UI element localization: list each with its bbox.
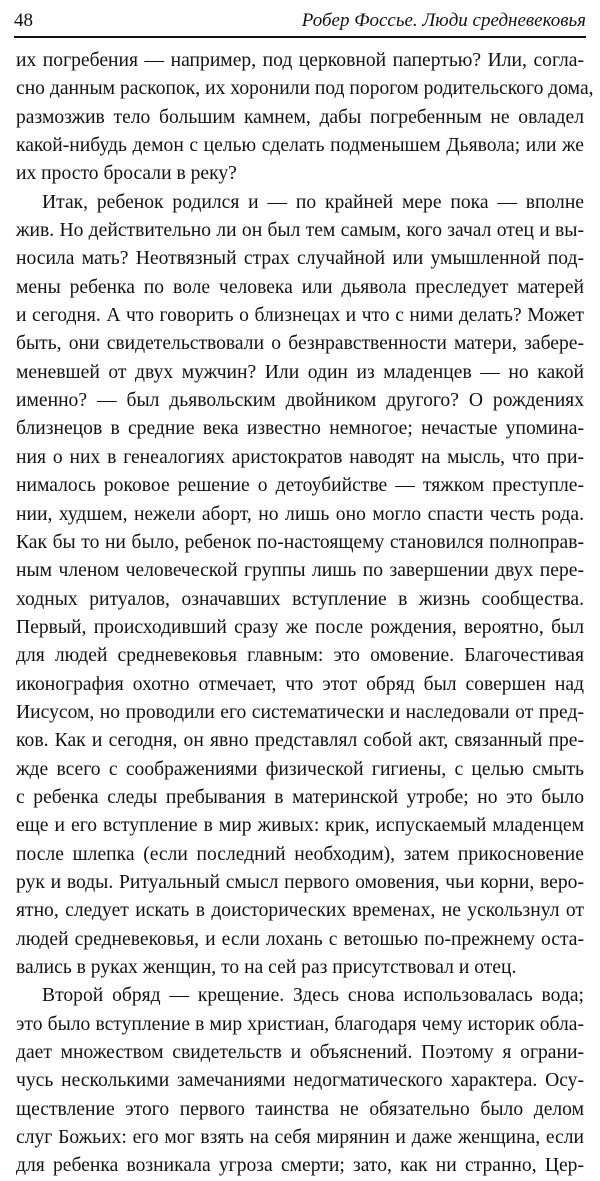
text-line: размозжив тело большим камнем, дабы погребенным не овладел (16, 106, 584, 128)
text-line: близнецов в средние века известно немногое; нечастые упомина- (16, 418, 584, 440)
text-line: носила мать? Неотвязный страх случайной или умышленной под- (16, 248, 584, 270)
text-line: Иисусом, но проводили его систематически и наследовали от пред- (16, 701, 584, 723)
body-text (16, 47, 594, 1181)
text-line: меневшей от двух мужчин? Или один из младенцев — но какой (16, 361, 584, 383)
text-line: Итак, ребенок родился и — по крайней мере пока — вполне (42, 191, 584, 213)
text-line: после шлепка (если последний необходим), затем прикосновение (16, 843, 584, 865)
text-line: нималось роковое решение о детоубийстве — тяжком преступле- (16, 475, 584, 497)
header-rule (14, 36, 586, 38)
text-line: слуг Божьих: его мог взять на себя мирянин и даже женщина, если (16, 1127, 584, 1149)
text-line: ществление этого первого таинства не обязательно было делом (16, 1098, 584, 1120)
text-line: ков. Как и сегодня, он явно представлял собой акт, связанный пре- (16, 730, 584, 752)
text-line: их просто бросали в реку? (16, 163, 237, 185)
text-line: для ребенка возникала угроза смерти; зато, как ни странно, Цер- (16, 1155, 584, 1177)
text-line: сно данным раскопок, их хоронили под порогом родительского дома, (16, 78, 594, 100)
text-line: еще и его вступление в мир живых: крик, испускаемый младенцем (16, 815, 584, 837)
text-line: их погребения — например, под церковной папертью? Или, согла- (16, 50, 584, 71)
page-number: 48 (14, 10, 33, 31)
text-line: для людей средневековья главным: это омовение. Благочестивая (16, 645, 584, 667)
text-line: ятно, следует искать в доисторических временах, не ускользнул от (16, 900, 584, 922)
text-line: ния о них в генеалогиях аристократов наводят на мысль, что при- (16, 446, 584, 468)
text-line: нии, худшем, нежели аборт, но лишь оно могло спасти честь рода. (16, 503, 584, 525)
text-line: Второй обряд — крещение. Здесь снова использовалась вода; (42, 985, 584, 1007)
text-line: людей средневековья, и если лохань с ветошью по-прежнему оста- (16, 928, 584, 950)
text-line: быть, они свидетельствовали о безнравственности матери, забере- (16, 333, 584, 355)
text-line: с ребенка следы пребывания в материнской утробе; но это было (16, 786, 584, 808)
text-line: это было вступление в мир христиан, благодаря чему историк обла- (16, 1013, 584, 1035)
text-line: именно? — был дьявольским двойником другого? О рождениях (16, 390, 584, 412)
text-line: и сегодня. А что говорить о близнецах и что с ними делать? Может (16, 305, 584, 327)
text-line: чусь несколькими замечаниями недогматического характера. Осу- (16, 1070, 584, 1092)
text-line: жде всего с соображениями физической гигиены, с целью смыть (16, 758, 584, 780)
text-line: вались в руках женщин, то на сей раз присутствовал и отец. (16, 957, 517, 978)
text-line: мены ребенка по воле человека или дьявола преследует матерей (16, 276, 584, 298)
text-line: рук и воды. Ритуальный смысл первого омовения, чьи корни, веро- (16, 871, 584, 893)
text-line: иконография охотно отмечает, что этот обряд был совершен над (16, 673, 584, 695)
text-line: жив. Но действительно ли он был тем самым, кого зачал отец и вы- (16, 220, 584, 242)
text-line: ходных ритуалов, означавших вступление в жизнь сообщества. (16, 588, 584, 610)
text-line: дает множеством свидетельств и объяснений. Поэтому я ограни- (16, 1042, 584, 1064)
text-line: ным членом человеческой группы лишь по завершении двух пере- (16, 560, 584, 582)
page-header (14, 8, 586, 36)
running-head: Робер Фоссье. Люди средневековья (301, 10, 586, 31)
text-line: какой-нибудь демон с целью сделать подменышем Дьявола; или же (16, 135, 584, 157)
text-line: Как бы то ни было, ребенок по-настоящему становился полноправ- (16, 531, 584, 553)
text-line: Первый, происходивший сразу же после рождения, вероятно, был (16, 616, 584, 638)
